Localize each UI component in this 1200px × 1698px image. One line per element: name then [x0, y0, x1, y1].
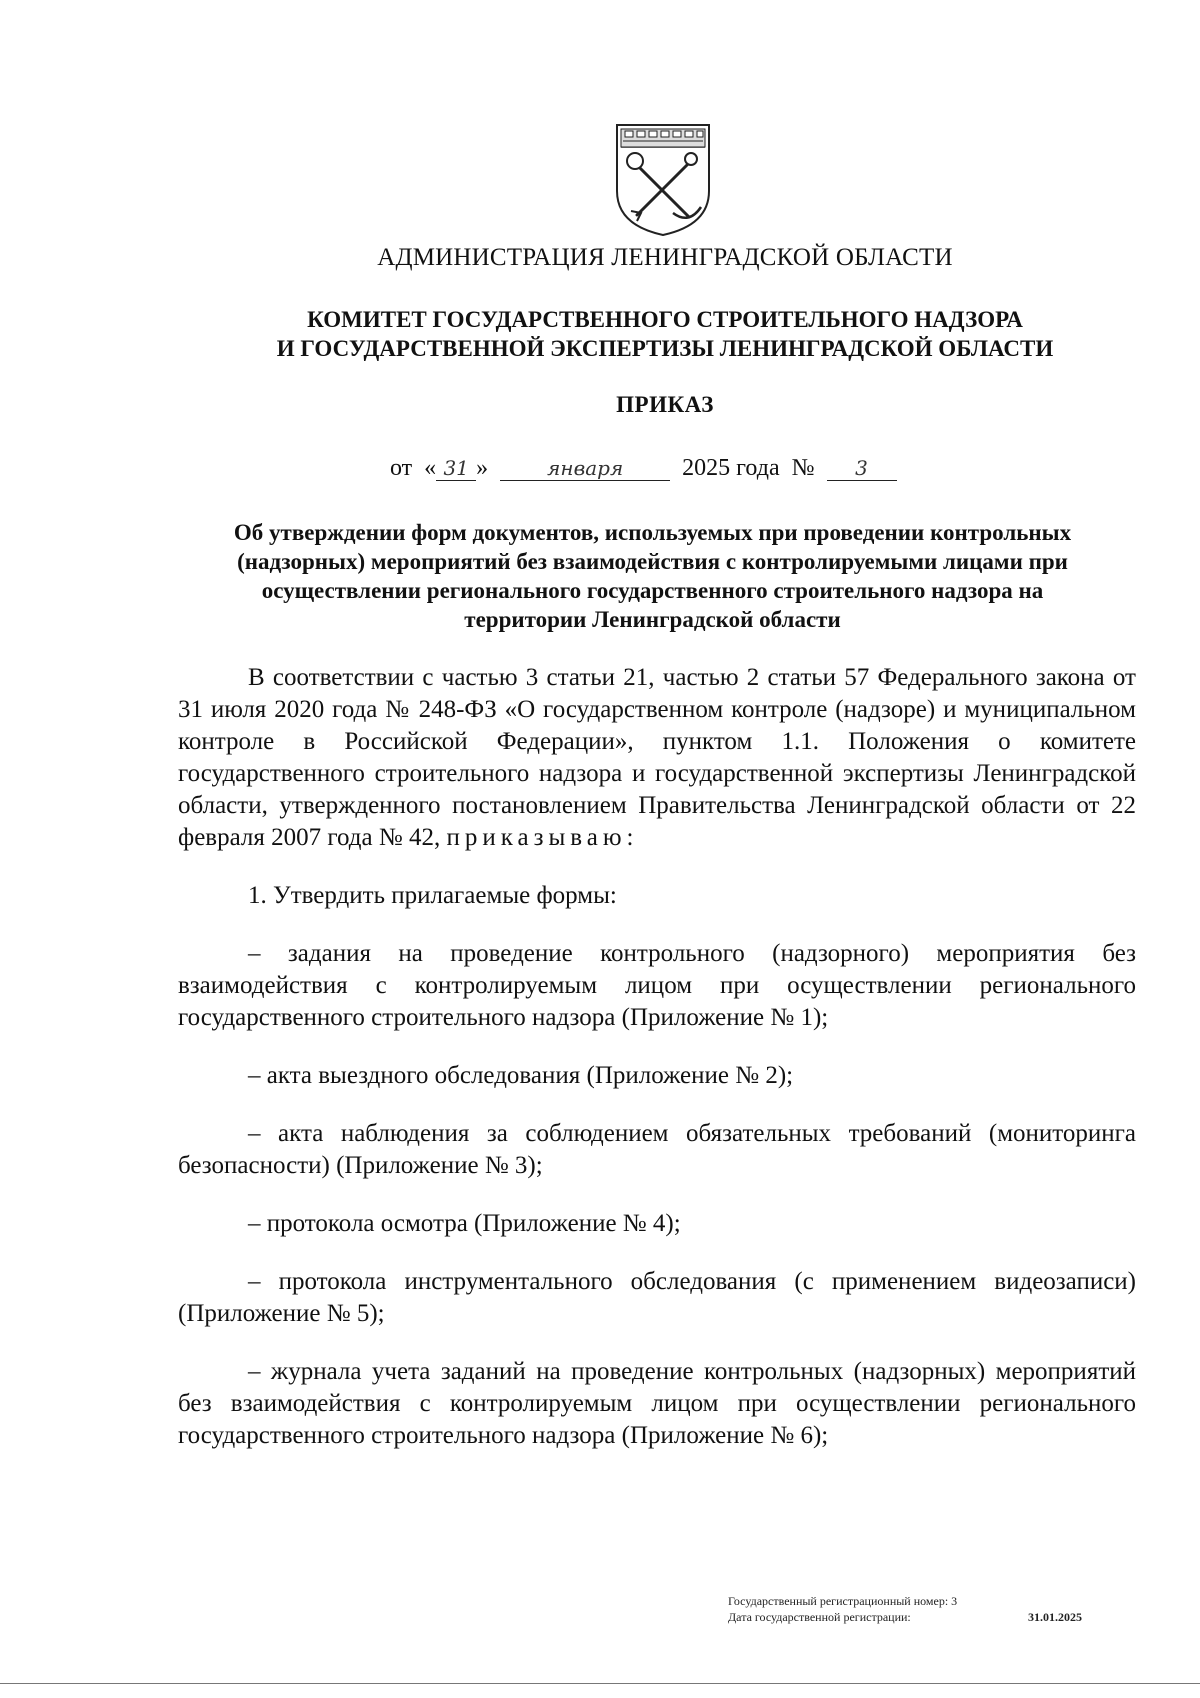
number-sign: №: [791, 455, 815, 481]
form-item: – протокола осмотра (Приложение № 4);: [248, 1210, 681, 1237]
date-month: января: [500, 456, 670, 481]
page-bottom-divider: [0, 1683, 1200, 1684]
registration-number-row: [728, 1593, 1082, 1609]
subject-line-3: осуществлении регионального государственного строительного надзора на: [261, 578, 1044, 603]
registration-stamp: [728, 1593, 1082, 1625]
registration-date-row: [728, 1609, 1082, 1625]
registration-date-label: Дата государственной регистрации:: [728, 1610, 911, 1624]
preamble-text: В соответствии с частью 3 статьи 21, частью 2 статьи 57 Федерального закона от 31 июля 2020 года № 248-ФЗ «О государственном контроле (надзоре) и муниципальном контроле в Российской Федерации», пунктом 1.1. Положения о комитете государственного строительного надзора и государственной экспертизы Ленинградской области, утвержденного постановлением Правительства Ленинградской области от 22 февраля 2007 года № 42,: [178, 664, 1136, 851]
subject-line-4: территории Ленинградской области: [464, 607, 841, 632]
order-subject: [170, 518, 1135, 634]
command-word: приказываю:: [446, 824, 639, 851]
form-item: – задания на проведение контрольного (надзорного) мероприятия без взаимодействия с контролируемым лицом при осуществлении регионального государственного строительного надзора (Приложение № 1);: [178, 940, 1136, 1031]
date-year: 2025 года: [682, 455, 780, 481]
subject-line-2: (надзорных) мероприятий без взаимодействия с контролируемыми лицами при: [237, 549, 1068, 574]
committee-line-1: КОМИТЕТ ГОСУДАРСТВЕННОГО СТРОИТЕЛЬНОГО НАДЗОРА: [307, 307, 1023, 332]
order-date-line: [390, 455, 897, 482]
committee-line-2: И ГОСУДАРСТВЕННОЙ ЭКСПЕРТИЗЫ ЛЕНИНГРАДСКОЙ ОБЛАСТИ: [276, 336, 1054, 361]
date-day: 31: [436, 456, 476, 481]
date-open-quote: «: [424, 455, 437, 481]
date-close-quote: »: [476, 455, 489, 481]
order-title: ПРИКАЗ: [616, 392, 714, 417]
registration-number: Государственный регистрационный номер: 3: [728, 1594, 958, 1608]
form-item: – протокола инструментального обследования (с применением видеозаписи) (Приложение № 5);: [178, 1268, 1136, 1327]
administration-title: АДМИНИСТРАЦИЯ ЛЕНИНГРАДСКОЙ ОБЛАСТИ: [377, 244, 953, 271]
order-body: [178, 662, 1136, 1452]
coat-of-arms-icon: [613, 121, 713, 239]
item-1-paragraph: 1. Утвердить прилагаемые формы:: [248, 882, 617, 909]
subject-line-1: Об утверждении форм документов, используемых при проведении контрольных: [233, 520, 1072, 545]
form-item: – акта наблюдения за соблюдением обязательных требований (мониторинга безопасности) (Приложение № 3);: [178, 1120, 1136, 1179]
registration-date-value: 31.01.2025: [1028, 1610, 1082, 1624]
preamble-paragraph: [178, 662, 1136, 854]
form-item: – журнала учета заданий на проведение контрольных (надзорных) мероприятий без взаимодействия с контролируемым лицом при осуществлении регионального государственного строительного надзора (Приложение № 6);: [178, 1358, 1136, 1449]
form-item: – акта выездного обследования (Приложение № 2);: [248, 1062, 794, 1089]
committee-title: [0, 305, 1200, 363]
date-prefix: от: [390, 455, 413, 481]
order-number: 3: [827, 456, 897, 481]
